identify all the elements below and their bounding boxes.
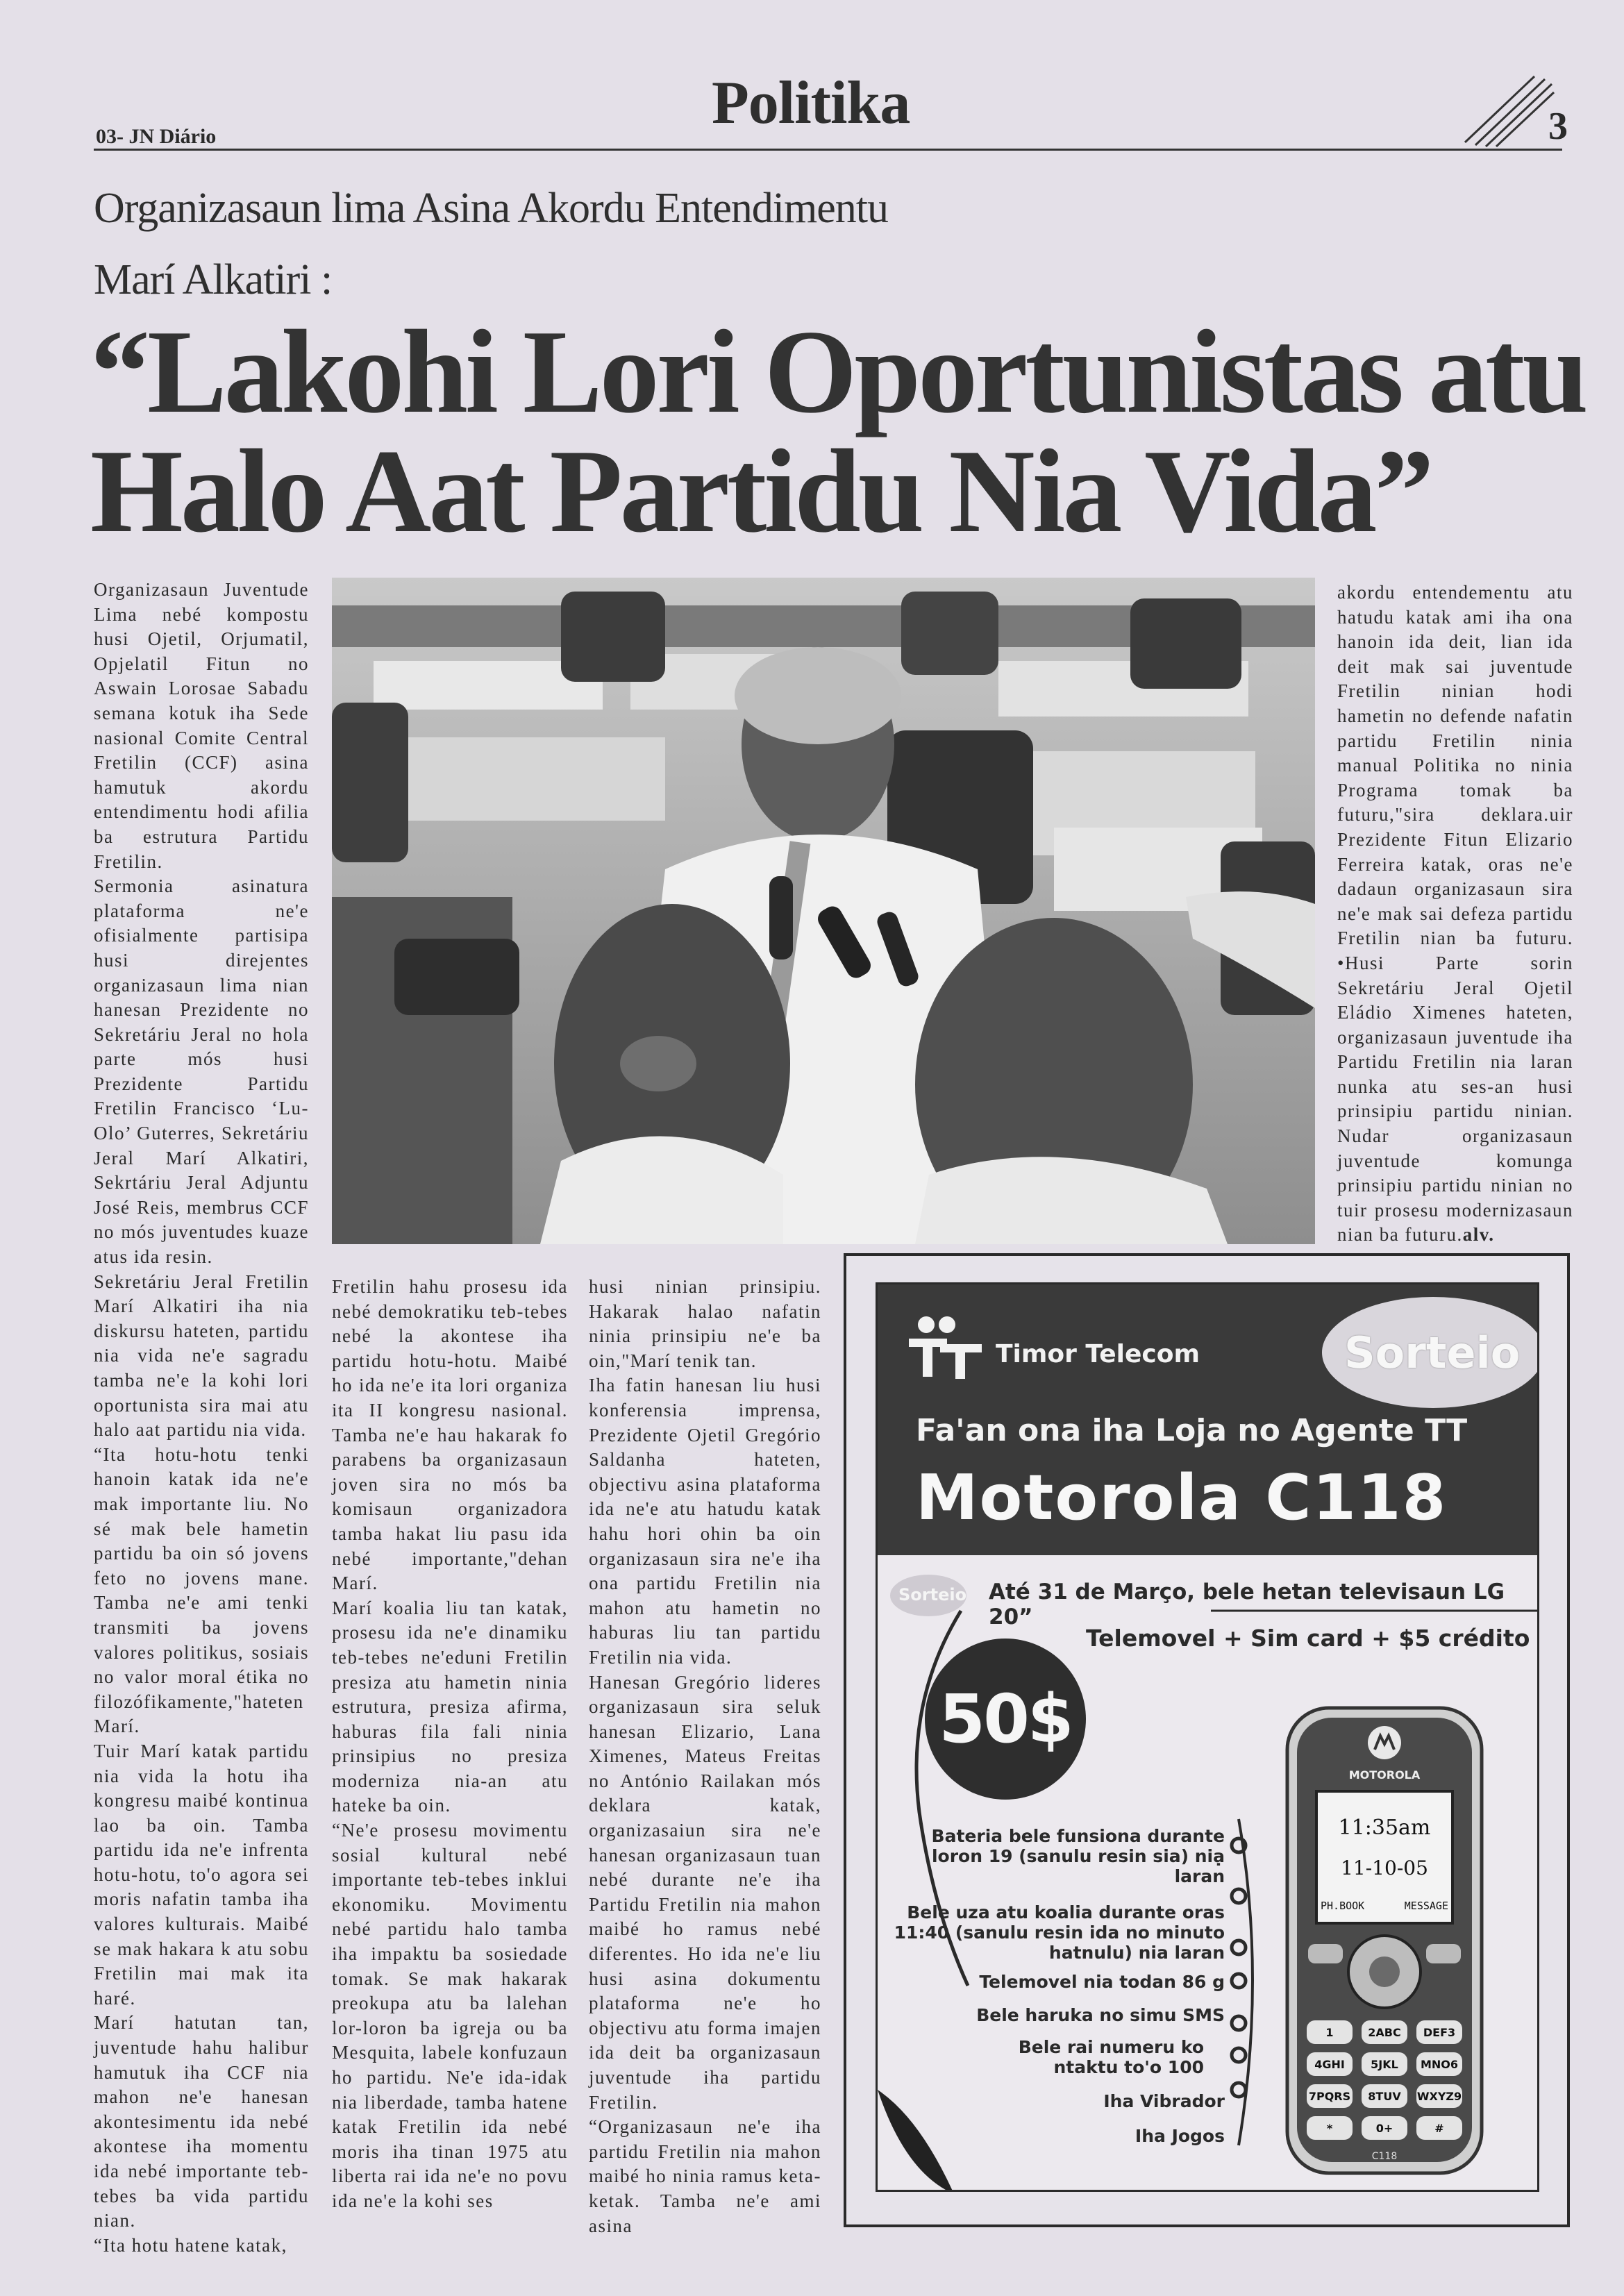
- article-byline: Marí Alkatiri :: [94, 256, 333, 303]
- paragraph: Marí koalia liu tan katak, prosesu ida ne'e dinamiku teb-tebes ne'eduni Fretilin presiza atu hametin ninia estrutura, presiza afirma, haburas fila fali ninia prinsipius no presiza moderniza nia-an atu hateke ba oin.: [332, 1597, 568, 1816]
- phone-key: *: [1326, 2122, 1333, 2135]
- paragraph: “Ita hotu hatene katak,: [94, 2234, 287, 2256]
- paragraph: Marí hatutan tan, juventude hahu halibur hamutuk iha CCF nia mahon ne'e hanesan akontesimentu ida nebé akontese iha momentu ida nebé importante teb-tebes ba vida partidu nian.: [94, 2012, 309, 2231]
- phone-model: C118: [1371, 2151, 1398, 2162]
- article-column-2: [332, 1275, 568, 2214]
- phone-key: 2ABC: [1368, 2026, 1401, 2039]
- phone-key: 0+: [1375, 2122, 1393, 2135]
- sorteio-badge: Sorteio: [1322, 1297, 1539, 1408]
- author-initials: alv.: [1462, 1224, 1495, 1246]
- section-title: Politika: [712, 69, 910, 137]
- hatch-ornament: [1458, 73, 1555, 149]
- phone-key: WXYZ9: [1416, 2090, 1462, 2103]
- paragraph: “Organizasaun ne'e iha partidu Fretilin nia mahon maibé ho ninia ramus keta-ketak. Tamba ne'e ami asina: [589, 2116, 821, 2236]
- headline-line-1: “Lakohi Lori Oportunistas atu: [90, 306, 1586, 438]
- photo-illustration: [332, 578, 1315, 1244]
- phone-key: 8TUV: [1368, 2090, 1401, 2103]
- phone-brand: MOTOROLA: [1348, 1768, 1421, 1782]
- paragraph: “Ita hotu-hotu tenki hanoin katak ida ne'e mak importante liu. No sé mak bele hametin partidu ba oin só jovens feto no jovens mane. Tamba ne'e ami tenki transmiti ba jovens valores politikus, sosiais no valor moral étika no filozófikamente,"hateten Marí.: [94, 1443, 309, 1737]
- phone-key: 5JKL: [1371, 2058, 1398, 2071]
- paragraph: [1337, 580, 1573, 1248]
- paragraph: Fretilin hahu prosesu ida nebé demokratiku teb-tebes nebé la akontese iha partidu hotu-hotu. Maibé ho ida ne'e ita lori organiza ita II kongresu nasional. Tamba ne'e hau hakarak fo parabens ba organizasaun joven sira no mós ba komisaun organizadora tamba hakat liu pasu ida nebé importante,"dehan Marí.: [332, 1276, 568, 1594]
- paragraph: Iha fatin hanesan liu husi konferensia imprensa, Prezidente Ojetil Gregório Saldanha hateten, objectivu asina plataforma ida ne'e atu hatudu katak hahu hori ohin ba oin organizasaun sira ne'e iha ona partidu Fretilin nia mahon atu hametin no haburas liu tan partidu Fretilin nia vida.: [589, 1375, 821, 1668]
- motorola-phone-image: [1280, 1701, 1489, 2180]
- phone-key: DEF3: [1423, 2026, 1456, 2039]
- ad-promo-text: Até 31 de Março, bele hetan televisaun LG 20”: [989, 1579, 1505, 1629]
- feature-item: Bele rai numeru ko ntaktu to'o 100: [1018, 2037, 1204, 2077]
- phone-date: 11-10-05: [1341, 1857, 1428, 1879]
- feature-item: Bateria bele funsiona durante loron 19 (sanulu resin sia) niạ laran: [931, 1826, 1225, 1886]
- feature-item: Bele haruka no simu SMS: [976, 2005, 1225, 2025]
- phone-softkey-right: MESSAGE: [1404, 1900, 1448, 1912]
- phone-softkey-left: PH.BOOK: [1321, 1900, 1365, 1912]
- page-curl-decoration: [878, 2090, 996, 2192]
- phone-time: 11:35am: [1338, 1816, 1431, 1840]
- ad-price-badge: 50$: [925, 1639, 1086, 1800]
- phone-key: #: [1434, 2122, 1444, 2135]
- article-column-3: [589, 1275, 821, 2238]
- ad-bundle-text: Telemovel + Sim card + $5 crédito: [1086, 1625, 1530, 1652]
- phone-key: 4GHI: [1314, 2058, 1345, 2071]
- advertisement-inner: [876, 1282, 1539, 2192]
- article-column-1: [94, 578, 309, 2258]
- feature-item: Iha Jogos: [1135, 2126, 1225, 2146]
- header-rule: [94, 149, 1562, 151]
- paragraph: Tuir Marí katak partidu nia vida la hotu iha kongresu maibé kontinua lao ba oin. Tamba partidu ida ne'e infrenta hotu-hotu, to'o agora sei moris nafatin tamba iha valores kulturais. Maibé se mak hakara k atu sobu Fretilin mai mak ita haré.: [94, 1740, 309, 2009]
- phone-key: 7PQRS: [1308, 2090, 1351, 2103]
- phone-key: 1: [1325, 2026, 1334, 2039]
- publication-name: 03- JN Diário: [96, 125, 217, 148]
- paragraph: Sermonia asinatura plataforma ne'e ofisialmente partisipa husi direjentes organizasaun lima nian hanesan Prezidente no Sekretáriu Jeral no hola parte mós husi Prezidente Partidu Fretilin Francisco ‘Lu-Olo’ Guterres, Sekretáriu Jeral Marí Alkatiri, Sekrtáriu Jeral Adjuntu José Reis, membrus CCF no mós juventudes kuaze atus ida resin.: [94, 875, 309, 1268]
- paragraph: Sekretáriu Jeral Fretilin Marí Alkatiri iha nia diskursu hateten, partidu nia vida ne'e sagradu tamba ne'e la kohi lori oportunista sira mai atu halo aat partidu nia vida.: [94, 1271, 309, 1441]
- article-kicker: Organizasaun lima Asina Akordu Entendimentu: [94, 185, 888, 232]
- paragraph: Hanesan Gregório lideres organizasaun sira seluk hanesan Elizario, Lana Ximenes, Mateus Freitas no António Railakan mós deklara katak, organizasaiun sira ne'e hanesan organizasaun tuan nebé durante ne'e iha Partidu Fretilin nia mahon maibé ho ramus nebé diferentes. Ho ida ne'e liu husi asina dokumentu plataforma ne'e ho objectivu atu forma imajen ida deit ba organizasaun juventude iha partidu Fretilin.: [589, 1671, 821, 2113]
- feature-item: Bele uza atu koalia durante oras 11:40 (sanulu resin ida no minuto hatnulu) nia laran: [894, 1902, 1225, 1963]
- paragraph: Organizasaun Juventude Lima nebé kompostu husi Ojetil, Orjumatil, Opjelatil Fitun no Aswain Lorosae Sabadu semana kotuk iha Sede nasional Comite Central Fretilin (CCF) asina hamutuk akordu entendimentu hodi afilia ba estrutura Partidu Fretilin.: [94, 579, 309, 872]
- headline-line-2: Halo Aat Partidu Nia Vida”: [90, 426, 1432, 558]
- press-photo: [332, 578, 1315, 1244]
- paragraph: “Ne'e prosesu movimentu sosial kultural nebé importante teb-tebes inklui ekonomiku. Movimentu nebé partidu halo tamba iha impaktu ba sosiedade tomak. Se mak hakarak preokupa atu ba lalehan lor-loron ba igreja ou ba Mesquita, labele konfuzaun ho partidu. Ne'e ida-idak nia liberdade, tamba hatene katak Fretilin ida nebé moris iha tinan 1975 atu liberta rai ida ne'e no povu ida ne'e la kohi ses: [332, 1820, 568, 2211]
- article-column-4: [1337, 580, 1573, 1248]
- ad-brand: Timor Telecom: [996, 1340, 1200, 1368]
- ad-product-name: Motorola C118: [916, 1461, 1448, 1534]
- sorteio-small-badge: Sorteio: [890, 1575, 966, 1616]
- article-headline: [90, 306, 1604, 558]
- page-number: 3: [1548, 105, 1568, 148]
- feature-item: Iha Vibrador: [1103, 2091, 1225, 2111]
- phone-key: MNO6: [1420, 2058, 1459, 2071]
- feature-item: Telemovel nia todan 86 g: [979, 1972, 1225, 1992]
- paragraph-text: akordu entendementu atu hatudu katak ami iha ona hanoin ida deit, lian ida deit mak sai juventude Fretilin ninian hodi hametin no defende nafatin partidu Fretilin ninia manual Politika no ninia Programa tomak ba futuru,"sira deklara.uir Prezidente Fitun Elizario Ferreira katak, oras ne'e dadaun organizasaun sira ne'e mak sai defeza partidu Fretilin nian ba futuru. •Husi Parte sorin Sekretáriu Jeral Ojetil Eládio Ximenes hateten, organizasaun juventude iha Partidu Fretilin nia laran nunka atu ses-an husi prinsipiu partidu ninian. Nudar organizasaun juventude komunga prinsipiu partidu ninian no tuir prosesu modernizasaun nian ba futuru.: [1337, 582, 1573, 1246]
- paragraph: husi ninian prinsipiu. Hakarak halao nafatin ninia prinsipiu ne'e ba oin,"Marí tenik tan.: [589, 1276, 821, 1371]
- advertisement: [844, 1253, 1570, 2227]
- ad-tagline: Fa'an ona iha Loja no Agente TT: [916, 1413, 1468, 1448]
